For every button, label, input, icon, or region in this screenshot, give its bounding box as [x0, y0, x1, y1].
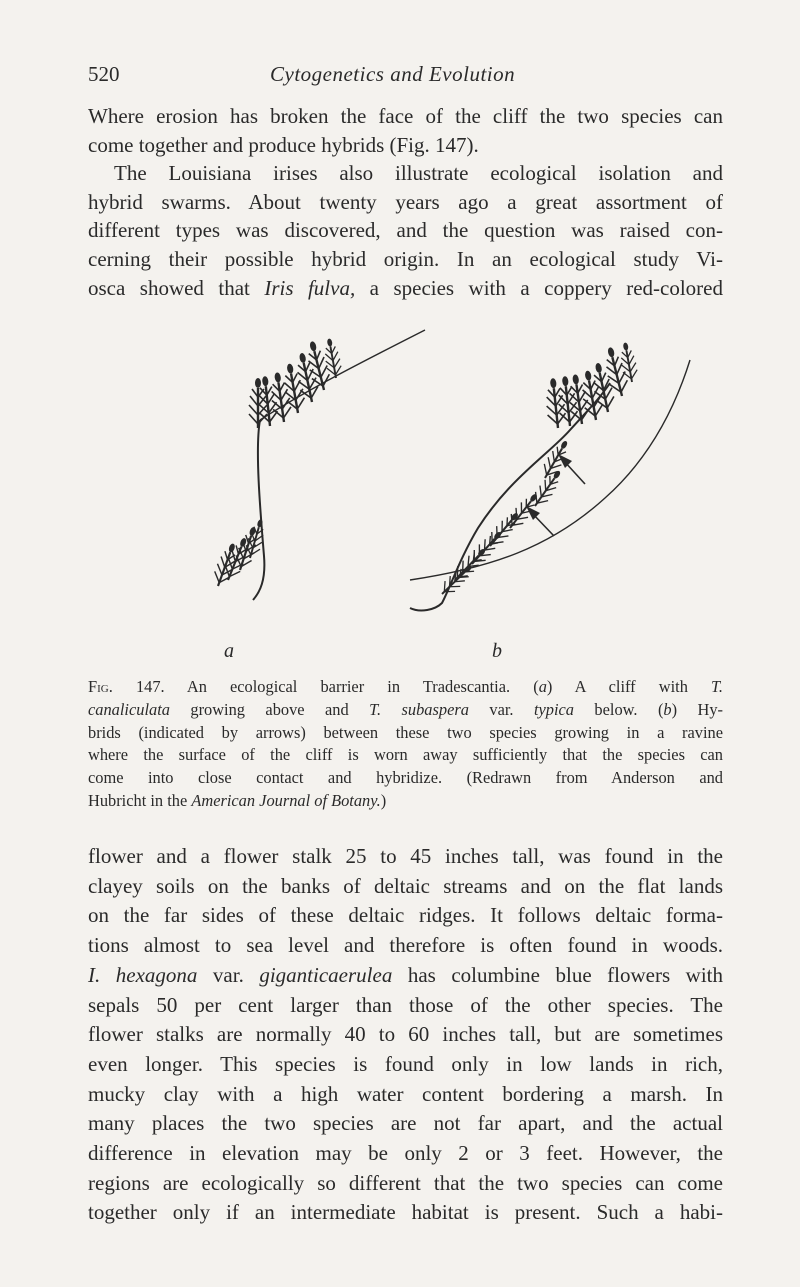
text-line: clayey soils on the banks of deltaic streams and on the flat lands [88, 873, 723, 898]
text-line: sepals 50 per cent larger than those of the other species. The [88, 992, 723, 1017]
figure-147 [160, 318, 720, 662]
running-title: Cytogenetics and Evolution [270, 62, 516, 86]
caption-line: Hubricht in the American Journal of Botany.) [88, 790, 387, 810]
caption-line: where the surface of the cliff is worn away sufficiently that the species can [88, 745, 723, 765]
text-line: mucky clay with a high water content bordering a marsh. In [88, 1081, 723, 1106]
text-line: even longer. This species is found only in low lands in rich, [88, 1051, 723, 1076]
text-line: osca showed that Iris fulva, a species with a coppery red-colored [88, 275, 723, 300]
text-line: regions are ecologically so different that the two species can come [88, 1170, 723, 1195]
paragraph-1 [88, 102, 723, 302]
text-line: tions almost to sea level and therefore is often found in woods. [88, 933, 723, 958]
cliff-diagram [160, 318, 720, 648]
text-line: different types was discovered, and the question was raised con- [88, 218, 723, 243]
figure-label-b: b [492, 640, 502, 662]
page-header [88, 62, 718, 92]
hybrid-arrow-icon [558, 454, 585, 484]
figure-label-a: a [224, 640, 234, 662]
text-line: I. hexagona var. giganticaerulea has columbine blue flowers with [88, 962, 724, 987]
text-line: together only if an intermediate habitat is present. Such a habi- [88, 1200, 723, 1225]
caption-line: come into close contact and hybridize. (Redrawn from Anderson and [88, 768, 723, 788]
cliff-a [210, 330, 425, 600]
species-name: Iris fulva, [264, 275, 356, 300]
text-line: hybrid swarms. About twenty years ago a great assortment of [88, 189, 723, 214]
figure-reference: Fig. 147. [88, 677, 165, 696]
caption-line: canaliculata growing above and T. subaspera var. typica below. (b) Hy- [88, 699, 724, 719]
text-line: many places the two species are not far apart, and the actual [88, 1111, 723, 1136]
text-line: on the far sides of these deltaic ridges. It follows deltaic forma- [88, 903, 723, 928]
text-line: flower and a flower stalk 25 to 45 inches tall, was found in the [88, 844, 723, 868]
paragraph-2 [88, 842, 723, 1228]
text-line: The Louisiana irises also illustrate ecological isolation and [114, 161, 723, 186]
text-line: Where erosion has broken the face of the cliff the two species can [88, 104, 723, 128]
text-line: come together and produce hybrids (Fig. 147). [88, 132, 479, 157]
caption-line: Fig. 147. An ecological barrier in Tradescantia. (a) A cliff with T. [88, 677, 724, 696]
cliff-b [410, 341, 690, 610]
page-number: 520 [88, 62, 120, 86]
figure-caption [88, 676, 723, 813]
hybrid-arrow-icon [526, 506, 554, 536]
text-line: cerning their possible hybrid origin. In an ecological study Vi- [88, 246, 723, 271]
text-line: difference in elevation may be only 2 or 3 feet. However, the [88, 1141, 723, 1166]
text-line: flower stalks are normally 40 to 60 inches tall, but are sometimes [88, 1022, 723, 1047]
caption-line: brids (indicated by arrows) between these two species growing in a ravine [88, 722, 723, 742]
